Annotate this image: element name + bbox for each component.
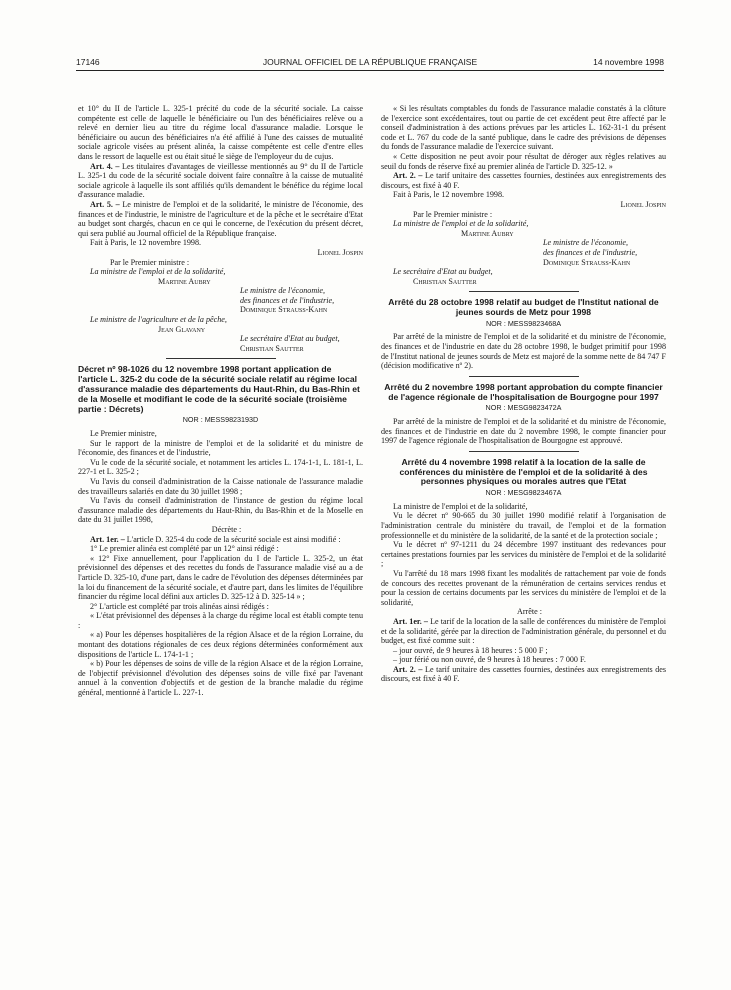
signatory-role: des finances et de l'industrie,: [240, 295, 335, 305]
article-2: [381, 171, 666, 190]
article-4: [78, 162, 363, 200]
signatory-role: La ministre de l'emploi et de la solidarité,: [90, 267, 226, 277]
nor-reference: NOR : MESG9823467A: [485, 488, 562, 498]
nor-reference: NOR : MESS9823468A: [485, 318, 562, 328]
paragraph: La ministre de l'emploi et de la solidarité,: [393, 501, 528, 511]
paragraph: Vu l'avis du conseil d'administration de la Caisse nationale de l'assurance maladie des travailleurs salariés en date du 30 juillet 1998 ;: [78, 476, 363, 496]
article-label: Art. 5. –: [90, 199, 120, 209]
decrete-heading: Décrète :: [211, 524, 242, 534]
paragraph: Le Premier ministre,: [90, 429, 157, 439]
paragraph: « a) Pour les dépenses hospitalières de la région Alsace et de la région Lorraine, du montant des dotations régionales de ces deux régions déterminées conformément aux dispositions de l'article L. 174-1-1 ;: [78, 630, 363, 659]
signatory-role: Le ministre de l'économie,: [240, 286, 326, 296]
decree-title: Décret nº 98-1026 du 12 novembre 1998 portant application de l'article L. 325-2 du code de la sécurité sociale relatif au régime local d'assurance maladie des départements du Haut-Rhin, du Bas-Rhin et de la Moselle et modifiant le code de la sécurité sociale (troisième partie : Décrets): [78, 364, 360, 414]
arrete-title: Arrêté du 4 novembre 1998 relatif à la location de la salle de conférences du ministère de l'emploi et de la solidarité à des personnes physiques ou morales autres que l'Etat: [399, 456, 648, 487]
journal-title: JOURNAL OFFICIEL DE LA RÉPUBLIQUE FRANÇAISE: [262, 57, 478, 67]
list-item: – jour férié ou non ouvré, de 9 heures à 18 heures : 7 000 F.: [393, 655, 586, 665]
paragraph: 1° Le premier alinéa est complété par un 12° ainsi rédigé :: [90, 544, 279, 554]
article-1: [78, 535, 363, 545]
article-label: Art. 2. –: [393, 171, 423, 181]
paragraph: Vu le décret nº 90-665 du 30 juillet 1990 modifié relatif à l'organisation de l'administration centrale du ministère du travail, de l'emploi et de la formation professionnelle et du ministère de la solidarité, de la santé et de la protection sociale ;: [381, 511, 666, 540]
paragraph: « b) Pour les dépenses de soins de ville de la région Alsace et de la région Lorraine, de l'objectif prévisionnel d'évolution des dépenses soins de ville fixé par l'avenant annuel à la convention d'objectifs et de gestion de la branche maladie du régime général, mentionné à l'article L. 227-1.: [78, 659, 363, 698]
article-5: [78, 200, 363, 238]
signatory-role: des finances et de l'industrie,: [543, 247, 638, 257]
right-column: [381, 104, 666, 684]
issue-date: 14 novembre 1998: [593, 57, 664, 67]
article-text: L'article D. 325-4 du code de la sécurité sociale est ainsi modifié :: [124, 534, 341, 544]
signatory-name: Martine Aubry: [461, 228, 514, 238]
paragraph: Par arrêté de la ministre de l'emploi et de la solidarité et du ministre de l'économie, des finances et de l'industrie en date du 2 novembre 1998, le compte financier pour 1997 de l'agence régionale de l'hospitalisation de Bourgogne est approuvé.: [381, 417, 666, 446]
signatory-role: Le ministre de l'agriculture et de la pêche,: [90, 315, 227, 325]
separator: [469, 451, 579, 452]
signatory-name: Lionel Jospin: [317, 247, 363, 257]
signatory-name: Christian Sautter: [413, 276, 477, 286]
list-item: – jour ouvré, de 9 heures à 18 heures : 5 000 F ;: [393, 645, 548, 655]
article-label: Art. 2. –: [393, 664, 423, 674]
separator: [166, 358, 276, 359]
paragraph: 2° L'article est complété par trois alinéas ainsi rédigés :: [90, 601, 269, 611]
signatory-name: Dominique Strauss-Kahn: [543, 257, 631, 267]
article-label: Art. 4. –: [90, 161, 120, 171]
article-label: Art. 1er. –: [393, 616, 428, 626]
separator: [469, 291, 579, 292]
arrete-title: Arrêté du 28 octobre 1998 relatif au budget de l'Institut national de jeunes sourds de Metz pour 1998: [388, 297, 659, 318]
article-text: Le ministre de l'emploi et de la solidarité, le ministre de l'économie, des finances et de l'industrie, le ministre de l'agriculture et de la pêche et le secrétaire d'Etat au budget sont chargés, chacun en ce qui le concerne, de l'exécution du présent décret, qui sera publié au Journal officiel de la République française.: [78, 199, 363, 238]
signatory-role: La ministre de l'emploi et de la solidarité,: [393, 219, 529, 229]
paragraph: « Cette disposition ne peut avoir pour résultat de déroger aux règles relatives au seuil du fonds de réserve fixé au premier alinéa de l'article D. 325-12. »: [381, 151, 666, 171]
signatory-name: Jean Glavany: [158, 324, 206, 334]
arrete-heading: Arrête :: [517, 607, 542, 617]
signatory-name: Martine Aubry: [158, 276, 211, 286]
paragraph: Vu le code de la sécurité sociale, et notamment les articles L. 174-1-1, L. 181-1, L. 227-1 et L. 325-2 ;: [78, 457, 363, 477]
signatory-role: Le ministre de l'économie,: [543, 238, 629, 248]
signatory-role: Par le Premier ministre :: [413, 209, 493, 219]
article-text: Le tarif de la location de la salle de conférences du ministère de l'emploi et de la solidarité, gérée par la direction de l'administration générale, du personnel et du budget, est fixé comme suit :: [381, 616, 667, 646]
page-header: [76, 57, 664, 69]
signature-place-date: Fait à Paris, le 12 novembre 1998.: [90, 238, 202, 248]
article-text: Le tarif unitaire des cassettes fournies, destinées aux enregistrements des discours, est fixé à 40 F.: [381, 171, 666, 190]
separator: [469, 376, 579, 377]
article-label: Art. 1er. –: [90, 534, 125, 544]
paragraph: « L'état prévisionnel des dépenses à la charge du régime local est établi compte tenu :: [78, 611, 363, 630]
page-number: 17146: [76, 57, 100, 67]
paragraph: « Si les résultats comptables du fonds de l'assurance maladie constatés à la clôture de l'exercice sont excédentaires, tout ou partie de cet excédent peut être affecté par le conseil d'administration à des actions prévues par les articles L. 162-31-1 du présent code et L. 767 du code de la santé publique, dans le cadre des prévisions de dépenses du fonds de l'assurance maladie de l'exercice suivant.: [381, 104, 666, 152]
paragraph: Vu le décret nº 97-1211 du 24 décembre 1997 instituant des redevances pour certaines prestations fournies par les services du ministère de l'emploi et de la solidarité ;: [381, 540, 666, 569]
nor-reference: NOR : MESG9823472A: [485, 403, 562, 413]
paragraph: « 12° Fixe annuellement, pour l'application du I de l'article L. 325-2, un état prévisionnel des dépenses et des recettes du fonds de l'assurance maladie visé au a de l'article D. 325-10, d'une part, dans le cadre de l'évolution des dépenses déterminées par la loi du financement de la sécurité sociale, et d'autre part, dans les limites de l'équilibre financier du régime local défini aux articles D. 325-12 à D. 325-14 » ;: [78, 553, 363, 602]
article-text: Le tarif unitaire des cassettes fournies, destinées aux enregistrements des discours, est fixé à 40 F.: [381, 664, 666, 684]
signatory-role: Le secrétaire d'Etat au budget,: [240, 334, 340, 344]
paragraph: et 10° du II de l'article L. 325-1 précité du code de la sécurité sociale. La caisse compétente est celle de laquelle le bénéficiaire ou l'un des bénéficiaires relève ou a relevé en dernier lieu au titre du régime local d'assurance maladie. Lorsque le bénéficiaire ou aucun des bénéficiaires n'a été affilié à l'une des caisses de mutualité sociale agricole visées au présent alinéa, la caisse compétente est celle d'entre elles dans le ressort de laquelle est ou était situé le siège de l'employeur du de cujus.: [78, 104, 363, 161]
paragraph: Vu l'avis du conseil d'administration de l'instance de gestion du régime local d'assurance maladie des départements du Haut-Rhin, du Bas-Rhin et de la Moselle en date du 31 juillet 1998,: [78, 496, 363, 525]
signatory-role: Le secrétaire d'Etat au budget,: [393, 267, 493, 277]
signatory-name: Dominique Strauss-Kahn: [240, 305, 328, 315]
paragraph: Vu l'arrêté du 18 mars 1998 fixant les modalités de rattachement par voie de fonds de concours des recettes provenant de la rémunération de certains services rendus et pour la cession de certains documents par les services du ministère de l'emploi et de la solidarité,: [381, 568, 666, 607]
left-column: [78, 104, 363, 698]
article-2: [381, 665, 666, 684]
nor-reference: NOR : MESS9823193D: [182, 415, 259, 425]
arrete-title: Arrêté du 2 novembre 1998 portant approbation du compte financier de l'agence régionale de l'hospitalisation de Bourgogne pour 1997: [384, 381, 663, 402]
signatory-name: Lionel Jospin: [620, 199, 666, 209]
article-1: [381, 617, 666, 646]
signatory-role: Par le Premier ministre :: [110, 257, 190, 267]
paragraph: Par arrêté de la ministre de l'emploi et de la solidarité et du ministre de l'économie, des finances et de l'industrie en date du 28 octobre 1998, le budget primitif pour 1998 de l'Institut national de jeunes sourds de Metz est majoré de la somme nette de 84 747 F (décision modificative nº 2).: [381, 332, 666, 371]
paragraph: Sur le rapport de la ministre de l'emploi et de la solidarité et du ministre de l'économie, des finances et de l'industrie,: [78, 438, 363, 458]
signatory-name: Christian Sautter: [240, 343, 304, 353]
header-rule: [76, 70, 664, 71]
article-text: Les titulaires d'avantages de vieillesse mentionnés au 9° du II de l'article L. 325-1 du code de la sécurité sociale doivent faire connaître à la caisse de mutualité sociale agricole à laquelle ils sont affiliés qu'ils demandent le bénéfice du régime local d'assurance maladie.: [78, 161, 363, 200]
signature-place-date: Fait à Paris, le 12 novembre 1998.: [393, 190, 505, 200]
